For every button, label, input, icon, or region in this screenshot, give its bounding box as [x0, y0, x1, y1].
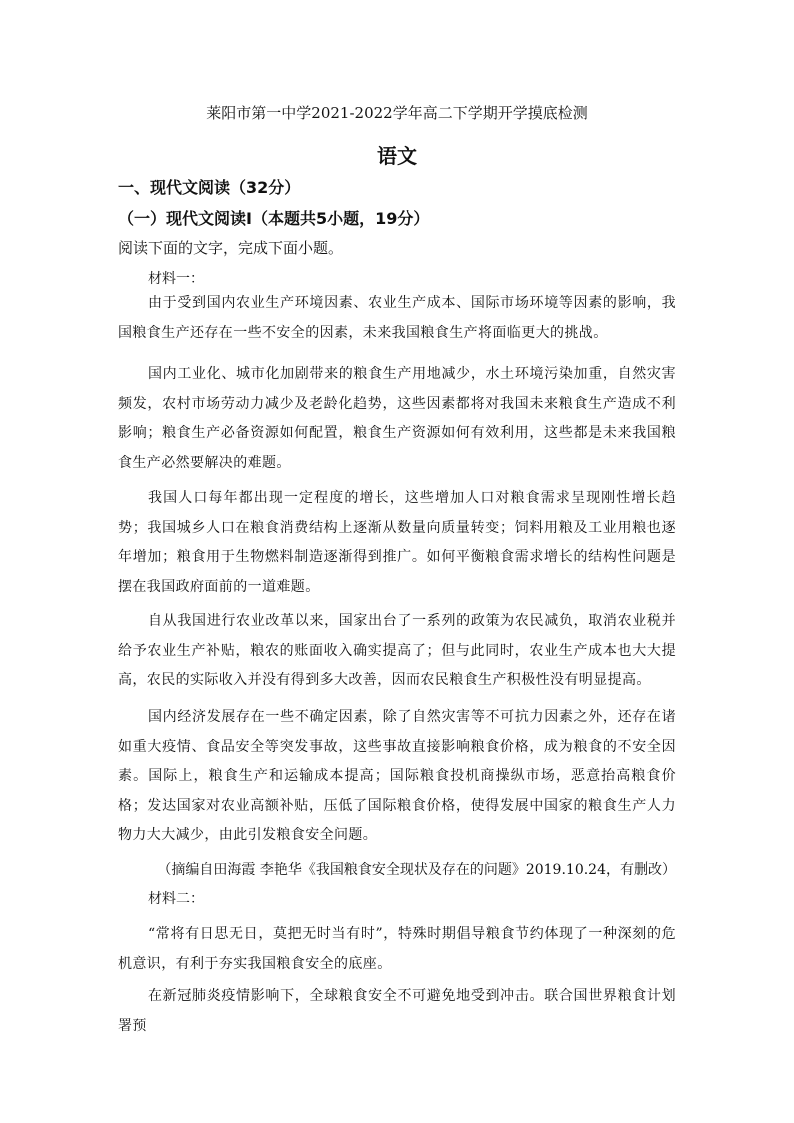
exam-title: 莱阳市第一中学2021-2022学年高二下学期开学摸底检测	[206, 104, 588, 122]
section-one-heading: 一、现代文阅读（32分）	[118, 178, 301, 197]
material-two-label: 材料二：	[148, 891, 204, 907]
part-one-heading: （一）现代文阅读Ⅰ（本题共5小题，19分）	[118, 209, 430, 228]
reading-instruction: 阅读下面的文字，完成下面小题。	[118, 239, 344, 257]
subject-title: 语文	[377, 144, 417, 168]
material-one-paragraph: 国内经济发展存在一些不确定因素，除了自然灾害等不可抗力因素之外，还存在诸如重大疫情、食品安全等突发事故，这些事故直接影响粮食价格，成为粮食的不安全因素。国际上，粮食生产和运输成本提高；国际粮食投机商操纵市场，恶意抬高粮食价格；发达国家对农业高额补贴，压低了国际粮食价格，使得发展中国家的粮食生产人力物力大大减少，由此引发粮食安全问题。	[118, 709, 676, 843]
material-two-paragraph: 在新冠肺炎疫情影响下，全球粮食安全不可避免地受到冲击。联合国世界粮食计划署预	[118, 988, 676, 1034]
material-one-paragraph: 国内工业化、城市化加剧带来的粮食生产用地减少，水土环境污染加重，自然灾害频发，农村市场劳动力减少及老龄化趋势，这些因素都将对我国未来粮食生产造成不利影响；粮食生产必备资源如何配置，粮食生产资源如何有效利用，这些都是未来我国粮食生产必然要解决的难题。	[118, 366, 676, 471]
material-one-source: （摘编自田海霞 李艳华《我国粮食安全现状及存在的问题》2019.10.24，有删改）	[157, 862, 676, 878]
material-one-paragraph: 自从我国进行农业改革以来，国家出台了一系列的政策为农民减负，取消农业税并给予农业生产补贴，粮农的账面收入确实提高了；但与此同时，农业生产成本也大大提高，农民的实际收入并没有得到多大改善，因而农民粮食生产积极性没有明显提高。	[118, 613, 676, 688]
material-two-paragraph: “常将有日思无日，莫把无时当有时”，特殊时期倡导粮食节约体现了一种深刻的危机意识，有利于夯实我国粮食安全的底座。	[118, 926, 676, 972]
material-one-paragraph: 由于受到国内农业生产环境因素、农业生产成本、国际市场环境等因素的影响，我国粮食生产还存在一些不安全的因素，未来我国粮食生产将面临更大的挑战。	[118, 295, 676, 341]
material-one-paragraph: 我国人口每年都出现一定程度的增长，这些增加人口对粮食需求呈现刚性增长趋势；我国城乡人口在粮食消费结构上逐渐从数量向质量转变；饲料用粮及工业用粮也逐年增加；粮食用于生物燃料制造逐渐得到推广。如何平衡粮食需求增长的结构性问题是摆在我国政府面前的一道难题。	[118, 490, 676, 595]
material-one-label: 材料一：	[148, 271, 204, 287]
